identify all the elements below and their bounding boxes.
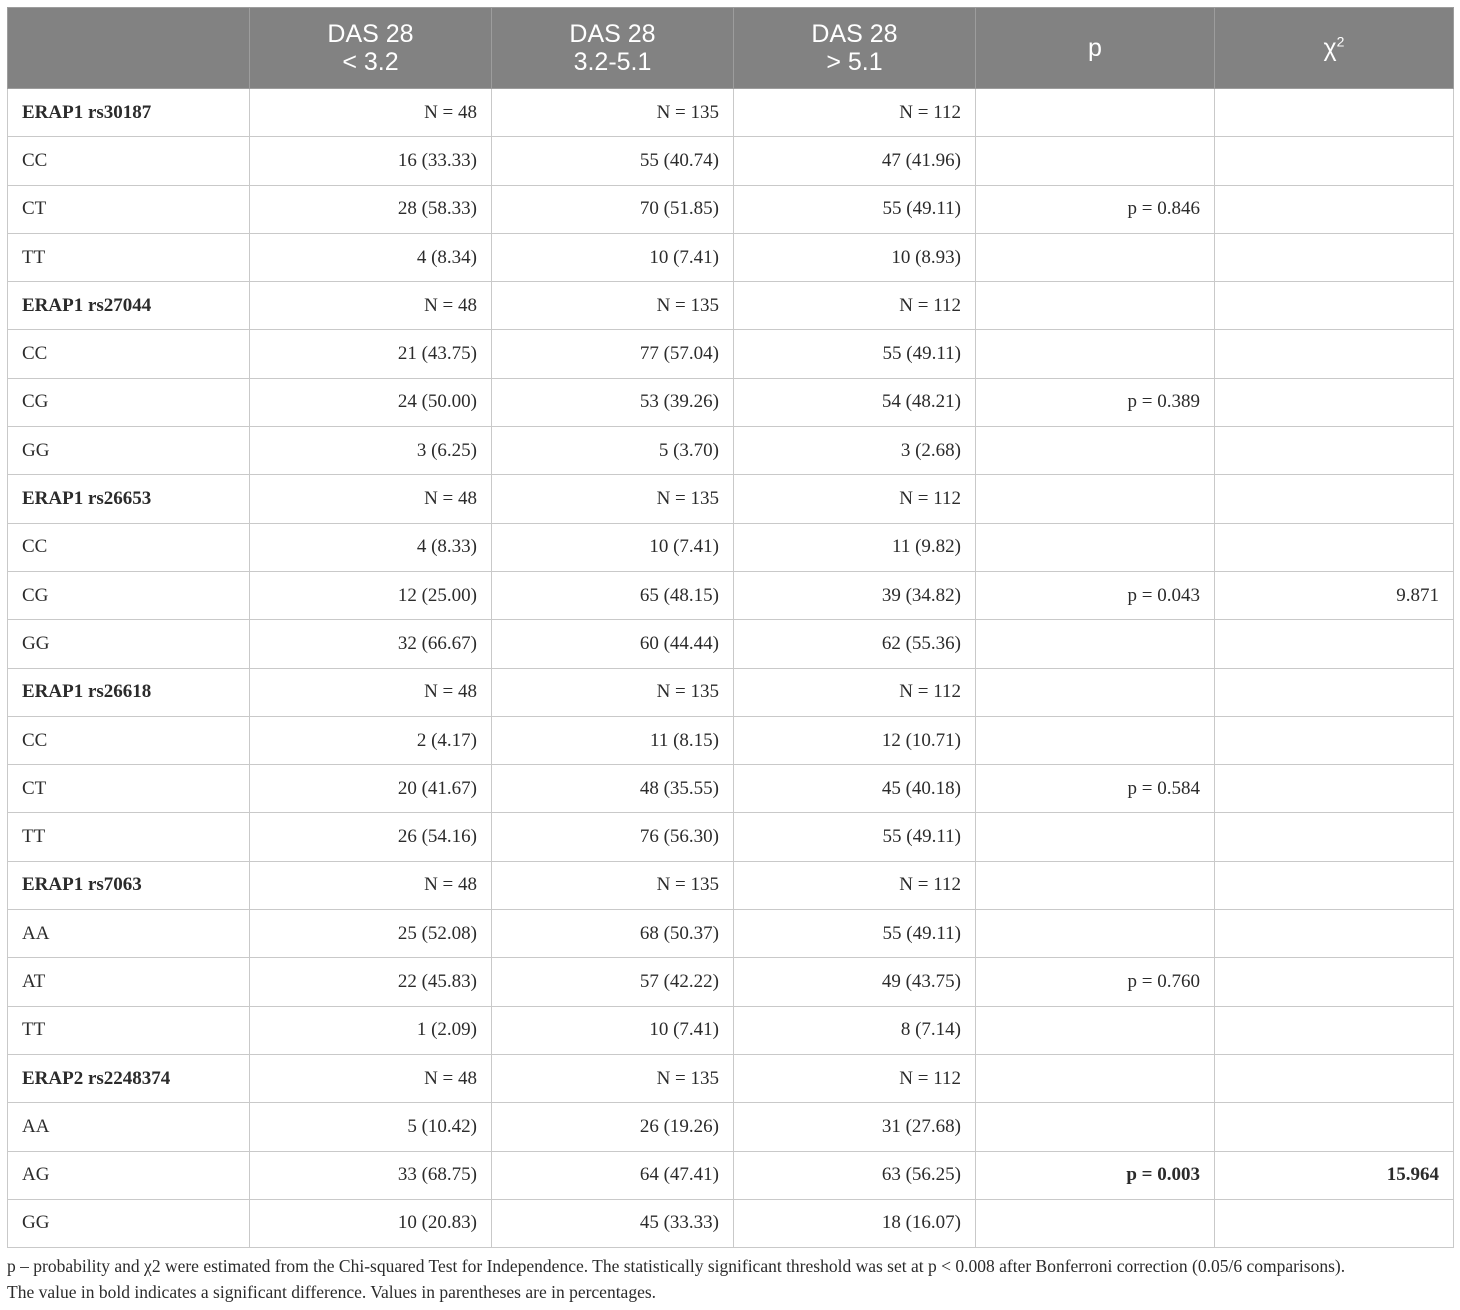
cell-c1: 16 (33.33) xyxy=(250,137,492,185)
column-header-5 xyxy=(1215,8,1454,89)
cell-label: ERAP1 rs27044 xyxy=(8,282,250,330)
cell-label: CT xyxy=(8,185,250,233)
table-row xyxy=(8,958,1454,1006)
column-header-4 xyxy=(976,8,1215,89)
group-header-row xyxy=(8,282,1454,330)
cell-p xyxy=(976,1054,1215,1102)
cell-c2: N = 135 xyxy=(492,282,734,330)
table-row xyxy=(8,137,1454,185)
cell-c2: 55 (40.74) xyxy=(492,137,734,185)
cell-chi xyxy=(1215,233,1454,281)
cell-label: ERAP1 rs26653 xyxy=(8,475,250,523)
cell-c2: 45 (33.33) xyxy=(492,1199,734,1247)
cell-label: ERAP1 rs7063 xyxy=(8,861,250,909)
table-footnote xyxy=(7,1253,1453,1305)
column-header-line: DAS 28 xyxy=(569,20,656,48)
column-header-superscript: 2 xyxy=(1336,33,1345,50)
column-header-3 xyxy=(734,8,976,89)
column-header-line: 3.2-5.1 xyxy=(573,48,652,76)
cell-chi xyxy=(1215,1006,1454,1054)
table-row xyxy=(8,185,1454,233)
cell-label: CG xyxy=(8,571,250,619)
cell-p xyxy=(976,233,1215,281)
cell-chi xyxy=(1215,1054,1454,1102)
cell-c3: 49 (43.75) xyxy=(734,958,976,1006)
table-row xyxy=(8,378,1454,426)
cell-label: GG xyxy=(8,427,250,475)
cell-c2: 10 (7.41) xyxy=(492,523,734,571)
cell-chi xyxy=(1215,910,1454,958)
cell-c2: 64 (47.41) xyxy=(492,1151,734,1199)
cell-c2: 76 (56.30) xyxy=(492,813,734,861)
cell-c3: 55 (49.11) xyxy=(734,185,976,233)
cell-c1: 21 (43.75) xyxy=(250,330,492,378)
table-row xyxy=(8,233,1454,281)
cell-p xyxy=(976,910,1215,958)
cell-label: ERAP1 rs26618 xyxy=(8,668,250,716)
cell-p xyxy=(976,475,1215,523)
cell-p xyxy=(976,137,1215,185)
cell-c1: 5 (10.42) xyxy=(250,1103,492,1151)
group-header-row xyxy=(8,89,1454,137)
cell-chi xyxy=(1215,282,1454,330)
cell-c1: N = 48 xyxy=(250,861,492,909)
cell-c3: 55 (49.11) xyxy=(734,910,976,958)
cell-label: TT xyxy=(8,813,250,861)
cell-chi xyxy=(1215,620,1454,668)
table-container xyxy=(7,7,1453,1248)
cell-c2: N = 135 xyxy=(492,1054,734,1102)
cell-p: p = 0.760 xyxy=(976,958,1215,1006)
cell-label: AA xyxy=(8,1103,250,1151)
cell-c3: 18 (16.07) xyxy=(734,1199,976,1247)
cell-p xyxy=(976,282,1215,330)
cell-c3: 55 (49.11) xyxy=(734,330,976,378)
cell-p xyxy=(976,1103,1215,1151)
cell-chi xyxy=(1215,716,1454,764)
cell-chi xyxy=(1215,89,1454,137)
cell-c2: 11 (8.15) xyxy=(492,716,734,764)
cell-c1: 32 (66.67) xyxy=(250,620,492,668)
cell-p xyxy=(976,716,1215,764)
cell-c3: 54 (48.21) xyxy=(734,378,976,426)
cell-chi xyxy=(1215,475,1454,523)
table-row xyxy=(8,330,1454,378)
cell-p xyxy=(976,1199,1215,1247)
cell-chi xyxy=(1215,958,1454,1006)
column-header-line xyxy=(1215,34,1453,62)
cell-c2: 10 (7.41) xyxy=(492,233,734,281)
table-row xyxy=(8,523,1454,571)
cell-c1: 12 (25.00) xyxy=(250,571,492,619)
cell-chi xyxy=(1215,861,1454,909)
cell-c2: N = 135 xyxy=(492,475,734,523)
cell-label: CT xyxy=(8,765,250,813)
cell-c3: 31 (27.68) xyxy=(734,1103,976,1151)
cell-c3: 39 (34.82) xyxy=(734,571,976,619)
cell-c1: 25 (52.08) xyxy=(250,910,492,958)
column-header-line: > 5.1 xyxy=(826,48,883,76)
cell-c2: 53 (39.26) xyxy=(492,378,734,426)
cell-c3: N = 112 xyxy=(734,668,976,716)
cell-c1: N = 48 xyxy=(250,282,492,330)
cell-c1: 3 (6.25) xyxy=(250,427,492,475)
cell-c1: 4 (8.33) xyxy=(250,523,492,571)
cell-label: AT xyxy=(8,958,250,1006)
cell-c1: 10 (20.83) xyxy=(250,1199,492,1247)
cell-c3: 3 (2.68) xyxy=(734,427,976,475)
table-body xyxy=(8,89,1454,1248)
cell-chi: 9.871 xyxy=(1215,571,1454,619)
cell-label: CC xyxy=(8,330,250,378)
cell-label: CG xyxy=(8,378,250,426)
cell-chi xyxy=(1215,185,1454,233)
cell-p xyxy=(976,427,1215,475)
cell-c2: 68 (50.37) xyxy=(492,910,734,958)
table-row xyxy=(8,1006,1454,1054)
cell-c2: 60 (44.44) xyxy=(492,620,734,668)
column-header-line: < 3.2 xyxy=(342,48,399,76)
cell-label: ERAP2 rs2248374 xyxy=(8,1054,250,1102)
cell-c3: N = 112 xyxy=(734,861,976,909)
table-row xyxy=(8,813,1454,861)
cell-c2: 70 (51.85) xyxy=(492,185,734,233)
table-row xyxy=(8,716,1454,764)
cell-p xyxy=(976,620,1215,668)
cell-chi xyxy=(1215,523,1454,571)
table-row xyxy=(8,1103,1454,1151)
cell-chi xyxy=(1215,1199,1454,1247)
cell-label: TT xyxy=(8,233,250,281)
das28-genotype-table xyxy=(7,7,1454,1248)
cell-p: p = 0.584 xyxy=(976,765,1215,813)
cell-c1: N = 48 xyxy=(250,89,492,137)
cell-c2: N = 135 xyxy=(492,89,734,137)
cell-label: AA xyxy=(8,910,250,958)
cell-chi xyxy=(1215,813,1454,861)
cell-c2: 57 (42.22) xyxy=(492,958,734,1006)
cell-p: p = 0.389 xyxy=(976,378,1215,426)
cell-c3: 10 (8.93) xyxy=(734,233,976,281)
cell-c1: N = 48 xyxy=(250,475,492,523)
cell-chi xyxy=(1215,1103,1454,1151)
cell-chi xyxy=(1215,668,1454,716)
cell-chi: 15.964 xyxy=(1215,1151,1454,1199)
cell-c3: N = 112 xyxy=(734,475,976,523)
cell-chi xyxy=(1215,378,1454,426)
cell-chi xyxy=(1215,765,1454,813)
cell-p xyxy=(976,861,1215,909)
table-row xyxy=(8,910,1454,958)
cell-c3: 63 (56.25) xyxy=(734,1151,976,1199)
cell-p xyxy=(976,813,1215,861)
column-header-symbol: χ xyxy=(1323,34,1337,62)
group-header-row xyxy=(8,1054,1454,1102)
cell-p xyxy=(976,330,1215,378)
cell-p: p = 0.043 xyxy=(976,571,1215,619)
cell-c1: 26 (54.16) xyxy=(250,813,492,861)
cell-chi xyxy=(1215,137,1454,185)
cell-chi xyxy=(1215,427,1454,475)
column-header-line: DAS 28 xyxy=(327,20,414,48)
cell-p xyxy=(976,668,1215,716)
cell-c1: N = 48 xyxy=(250,1054,492,1102)
cell-p: p = 0.003 xyxy=(976,1151,1215,1199)
cell-c3: N = 112 xyxy=(734,1054,976,1102)
cell-c2: N = 135 xyxy=(492,668,734,716)
cell-c3: 8 (7.14) xyxy=(734,1006,976,1054)
group-header-row xyxy=(8,475,1454,523)
table-row xyxy=(8,1151,1454,1199)
column-header-0 xyxy=(8,8,250,89)
cell-c1: 22 (45.83) xyxy=(250,958,492,1006)
cell-c1: 33 (68.75) xyxy=(250,1151,492,1199)
table-row xyxy=(8,571,1454,619)
cell-p xyxy=(976,523,1215,571)
cell-p xyxy=(976,89,1215,137)
cell-label: AG xyxy=(8,1151,250,1199)
cell-c1: 28 (58.33) xyxy=(250,185,492,233)
footnote-line-2: The value in bold indicates a significant difference. Values in parentheses are in percentages. xyxy=(7,1282,657,1302)
cell-label: CC xyxy=(8,523,250,571)
cell-label: TT xyxy=(8,1006,250,1054)
cell-chi xyxy=(1215,330,1454,378)
cell-label: ERAP1 rs30187 xyxy=(8,89,250,137)
footnote-line-1: p – probability and χ2 were estimated from the Chi-squared Test for Independence. The statistically significant threshold was set at p < 0.008 after Bonferroni correction (0.05/6 comparisons). xyxy=(7,1256,1346,1276)
cell-p xyxy=(976,1006,1215,1054)
cell-c3: N = 112 xyxy=(734,89,976,137)
cell-c1: 24 (50.00) xyxy=(250,378,492,426)
cell-c3: 12 (10.71) xyxy=(734,716,976,764)
cell-c2: 26 (19.26) xyxy=(492,1103,734,1151)
cell-c2: 48 (35.55) xyxy=(492,765,734,813)
group-header-row xyxy=(8,668,1454,716)
column-header-line: p xyxy=(1088,34,1102,62)
cell-c3: N = 112 xyxy=(734,282,976,330)
cell-c1: N = 48 xyxy=(250,668,492,716)
cell-c1: 1 (2.09) xyxy=(250,1006,492,1054)
cell-c2: 65 (48.15) xyxy=(492,571,734,619)
cell-c3: 47 (41.96) xyxy=(734,137,976,185)
cell-c3: 45 (40.18) xyxy=(734,765,976,813)
cell-label: CC xyxy=(8,137,250,185)
table-row xyxy=(8,765,1454,813)
table-row xyxy=(8,427,1454,475)
cell-c2: N = 135 xyxy=(492,861,734,909)
cell-label: GG xyxy=(8,1199,250,1247)
table-row xyxy=(8,1199,1454,1247)
cell-c1: 4 (8.34) xyxy=(250,233,492,281)
column-header-1 xyxy=(250,8,492,89)
cell-c2: 10 (7.41) xyxy=(492,1006,734,1054)
cell-c2: 77 (57.04) xyxy=(492,330,734,378)
cell-label: CC xyxy=(8,716,250,764)
cell-label: GG xyxy=(8,620,250,668)
cell-c2: 5 (3.70) xyxy=(492,427,734,475)
cell-c1: 2 (4.17) xyxy=(250,716,492,764)
cell-p: p = 0.846 xyxy=(976,185,1215,233)
column-header-line: DAS 28 xyxy=(811,20,898,48)
cell-c1: 20 (41.67) xyxy=(250,765,492,813)
cell-c3: 62 (55.36) xyxy=(734,620,976,668)
column-header-2 xyxy=(492,8,734,89)
table-row xyxy=(8,620,1454,668)
cell-c3: 11 (9.82) xyxy=(734,523,976,571)
group-header-row xyxy=(8,861,1454,909)
cell-c3: 55 (49.11) xyxy=(734,813,976,861)
table-header-row xyxy=(8,8,1454,89)
